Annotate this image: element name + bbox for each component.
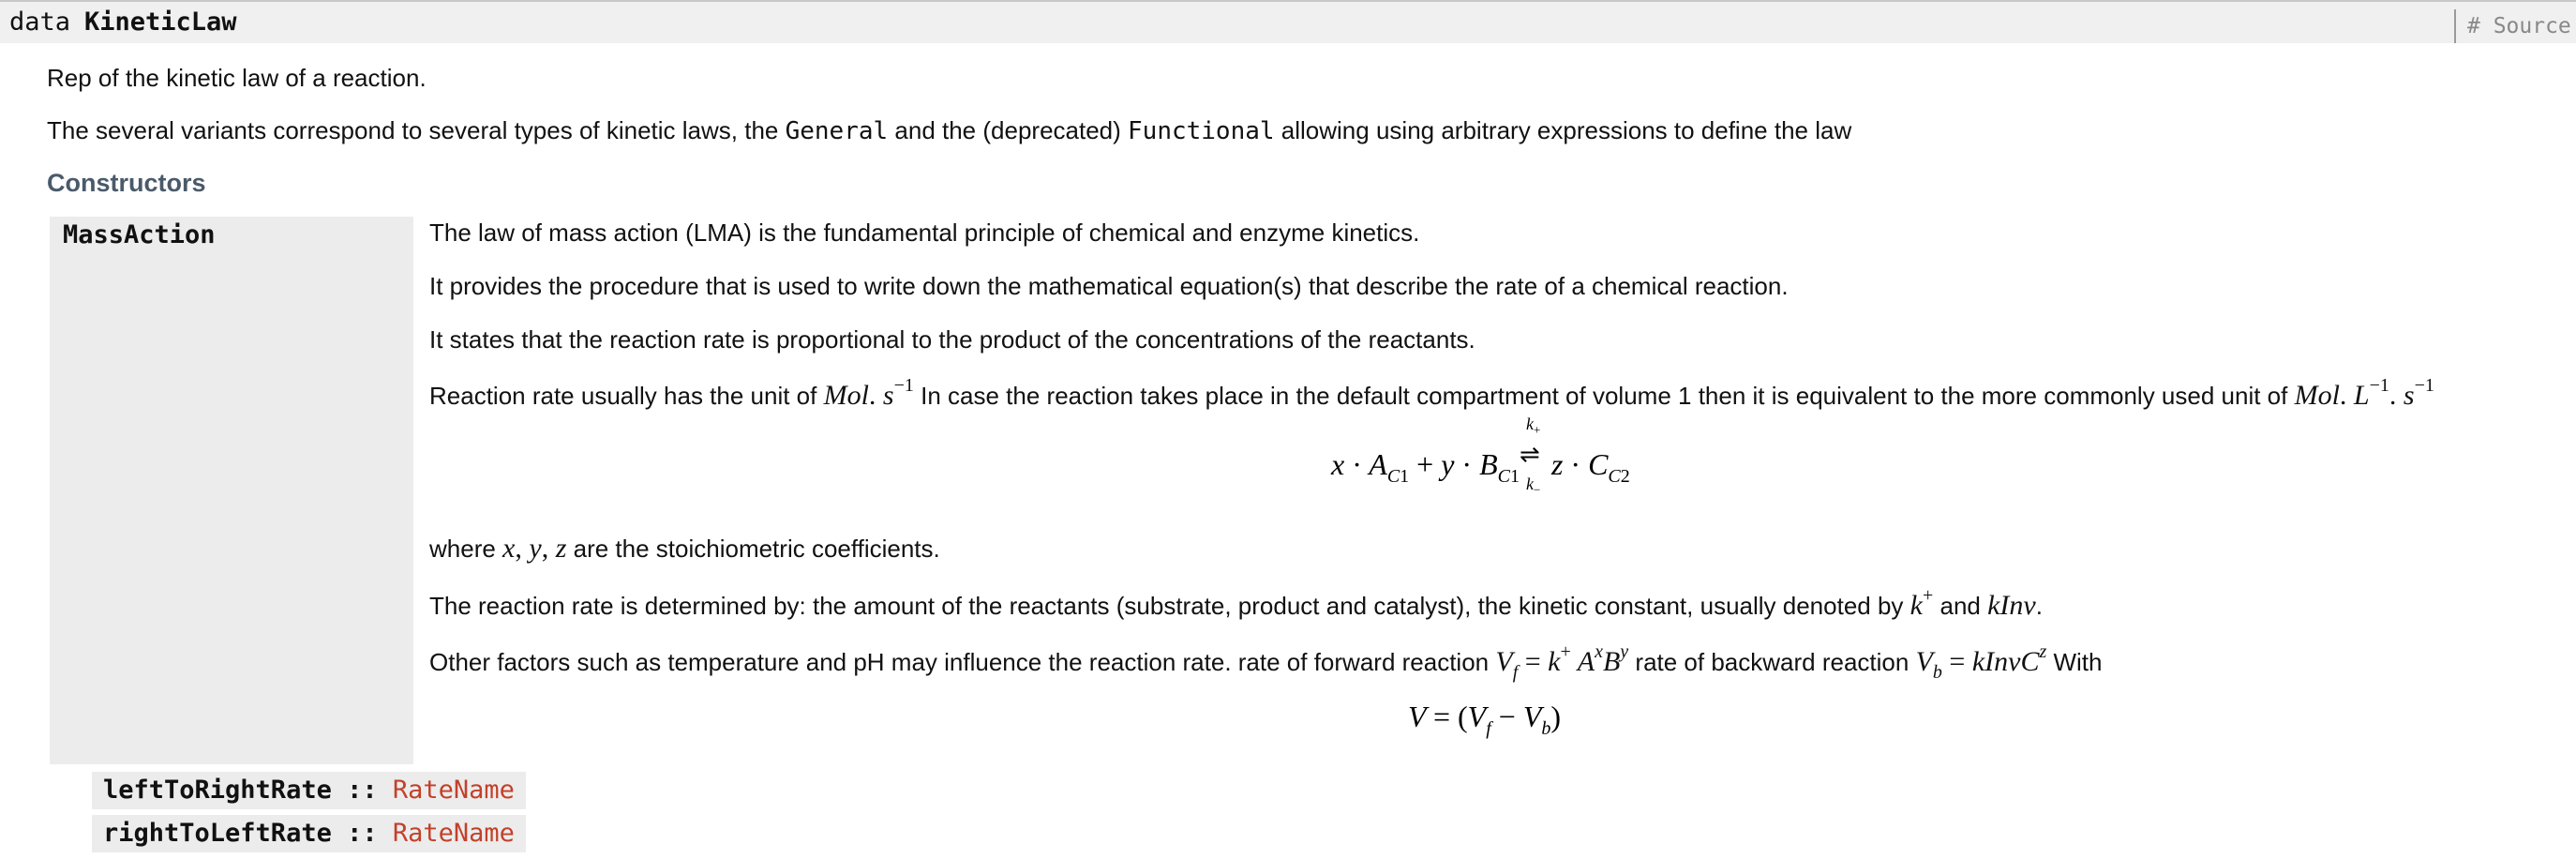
constructor-signature-box (50, 217, 413, 764)
field-name: rightToLeftRate (103, 819, 332, 848)
kinv-math: kInv (1987, 590, 2036, 621)
declaration-header (0, 0, 2576, 43)
mass-action-paragraph-6 (429, 585, 2043, 622)
field-type-link[interactable]: RateName (392, 776, 515, 805)
source-link[interactable]: # Source (2454, 9, 2576, 43)
code-functional: Functional (1128, 117, 1275, 145)
text-span: Other factors such as temperature and pH may influence the reaction rate. rate of forward reaction (429, 648, 1496, 676)
field-separator: :: (331, 776, 393, 805)
equilibrium-arrows: $k_+$ ⇌ $k_-$ (1519, 414, 1541, 497)
text-span: are the stoichiometric coefficients. (566, 535, 940, 563)
text-span: where (429, 535, 503, 563)
field-right-to-left-rate (92, 815, 526, 852)
type-name: KineticLaw (84, 8, 237, 37)
text-span: and (1933, 592, 1988, 620)
vf-math: $V_f = k^+$ $A^xB^y$ (1495, 641, 1629, 683)
field-type-link[interactable]: RateName (392, 819, 515, 848)
mass-action-paragraph-5 (429, 533, 940, 565)
field-left-to-right-rate (92, 772, 526, 809)
data-keyword: data (9, 8, 71, 37)
doc-intro-line: Rep of the kinetic law of a reaction. (47, 64, 427, 92)
constructors-heading: Constructors (47, 169, 206, 197)
unit-math: Mol. $s^{-1}$ (823, 375, 914, 411)
mass-action-paragraph-4 (429, 375, 2434, 412)
mass-action-paragraph-1: The law of mass action (LMA) is the fundamental principle of chemical and enzyme kinetics. (429, 219, 1420, 247)
text-span: With (2046, 648, 2103, 676)
field-name: leftToRightRate (103, 776, 332, 805)
text-span: . (2035, 592, 2043, 620)
unit-math-alt: Mol. $L^{-1}$. $s^{-1}$ (2294, 375, 2434, 411)
coefficients-math: x, y, z (502, 533, 567, 564)
text-span: Reaction rate usually has the unit of (429, 382, 824, 410)
vb-math: $V_b$ = kInvC$^z$ (1915, 641, 2047, 683)
constructor-name: MassAction (63, 220, 216, 249)
mass-action-paragraph-7 (429, 641, 2103, 684)
code-general: General (785, 117, 889, 145)
text-span: In case the reaction takes place in the default compartment of volume 1 then it is equivalent to the more commonly used unit of (913, 382, 2295, 410)
text-span: rate of backward reaction (1628, 648, 1916, 676)
text-span: The reaction rate is determined by: the amount of the reactants (substrate, product and catalyst), the kinetic constant, usually denoted by (429, 592, 1910, 620)
text-span: The several variants correspond to several types of kinetic laws, the (47, 116, 786, 144)
text-span: allowing using arbitrary expressions to define the law (1274, 116, 1852, 144)
field-separator: :: (331, 819, 393, 848)
velocity-equation: $V = (V_f - V_b)$ (1408, 700, 1562, 739)
mass-action-paragraph-3: It states that the reaction rate is proportional to the product of the concentrations of the reactants. (429, 325, 1475, 354)
doc-variants-line (47, 116, 1851, 145)
kplus-math: k+ (1910, 585, 1934, 621)
reaction-equation: $x \cdot A_{C1} + y \cdot B_{C1}$ $k_+$ ⇌ $k_-$ $z \cdot C_{C2}$ (1331, 414, 1630, 497)
text-span: and the (deprecated) (888, 116, 1129, 144)
mass-action-paragraph-2: It provides the procedure that is used to write down the mathematical equation(s) that describe the rate of a chemical reaction. (429, 272, 1789, 300)
